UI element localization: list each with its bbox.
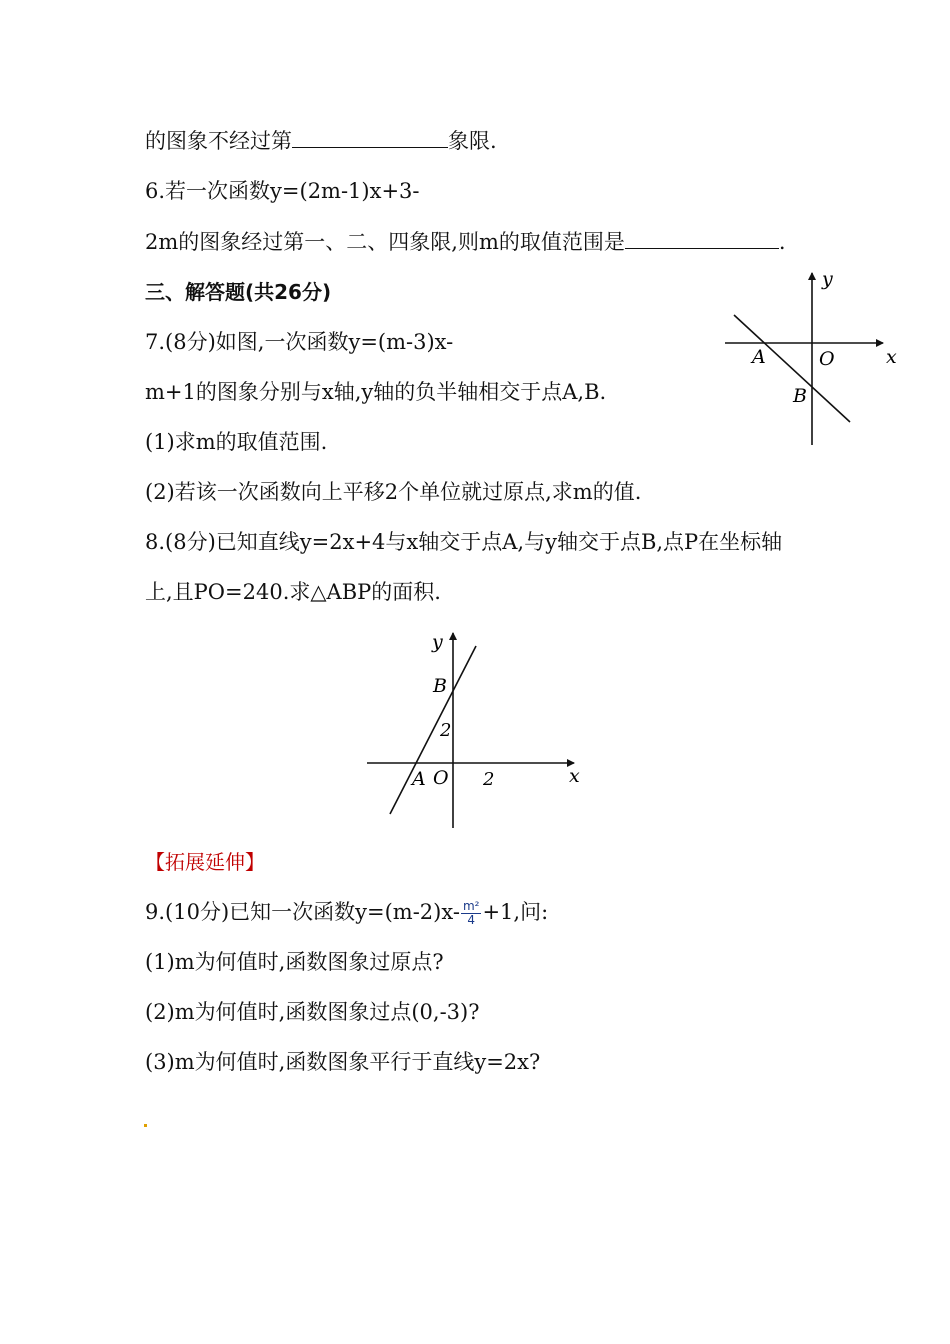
q5-tail-suffix: 象限. [448,129,497,153]
q8-label-2-y: 2 [440,720,452,741]
q7-line-1: 7.(8分)如图,一次函数y=(m-3)x- [145,330,454,354]
q9-part-1: (1)m为何值时,函数图象过原点? [145,950,444,974]
q7-label-o: O [819,348,835,370]
q7-part-1: (1)求m的取值范围. [145,430,328,454]
extension-heading: 【拓展延伸】 [145,850,265,874]
q7-label-a: A [752,346,766,368]
q8-label-x: x [569,765,580,787]
q9-line-1-text: 9.(10分)已知一次函数y=(m-2)x- [145,900,460,924]
q7-line-2: m+1的图象分别与x轴,y轴的负半轴相交于点A,B. [145,380,607,404]
q8-label-a: A [412,768,426,790]
q6-line-2-text: 2m的图象经过第一、二、四象限,则m的取值范围是 [145,230,625,254]
q5-tail-text: 的图象不经过第 [145,129,292,153]
q9-part-2: (2)m为何值时,函数图象过点(0,-3)? [145,1000,480,1024]
section-3-heading: 三、解答题(共26分) [145,280,332,304]
q8-line-2: 上,且PO=240.求△ABP的面积. [145,580,441,604]
stray-mark [144,1124,147,1127]
q7-figure [720,265,910,450]
q8-label-b: B [433,675,447,697]
q8-label-o: O [433,767,449,789]
q9-fraction-numerator: m² [462,899,480,913]
q5-tail-line [145,127,497,155]
q6-line-2-suffix: . [778,230,786,254]
q8-label-y: y [432,631,443,653]
q9-line-1 [145,898,548,927]
q7-label-b: B [793,385,807,407]
q8-line-1: 8.(8分)已知直线y=2x+4与x轴交于点A,与y轴交于点B,点P在坐标轴 [145,530,783,554]
q9-line-1-suffix: +1,问: [482,900,549,924]
q9-fraction [461,900,482,927]
q7-label-x: x [886,346,897,368]
q8-label-2-x: 2 [483,769,495,790]
q7-label-y: y [822,268,833,290]
q6-line-1: 6.若一次函数y=(2m-1)x+3- [145,179,420,203]
q9-fraction-denominator: 4 [467,913,475,927]
q6-line-2 [145,228,786,256]
q6-answer-blank[interactable] [625,228,779,249]
q9-part-3: (3)m为何值时,函数图象平行于直线y=2x? [145,1050,541,1074]
q8-figure [362,628,592,833]
q5-answer-blank[interactable] [292,127,448,148]
q7-part-2: (2)若该一次函数向上平移2个单位就过原点,求m的值. [145,480,642,504]
